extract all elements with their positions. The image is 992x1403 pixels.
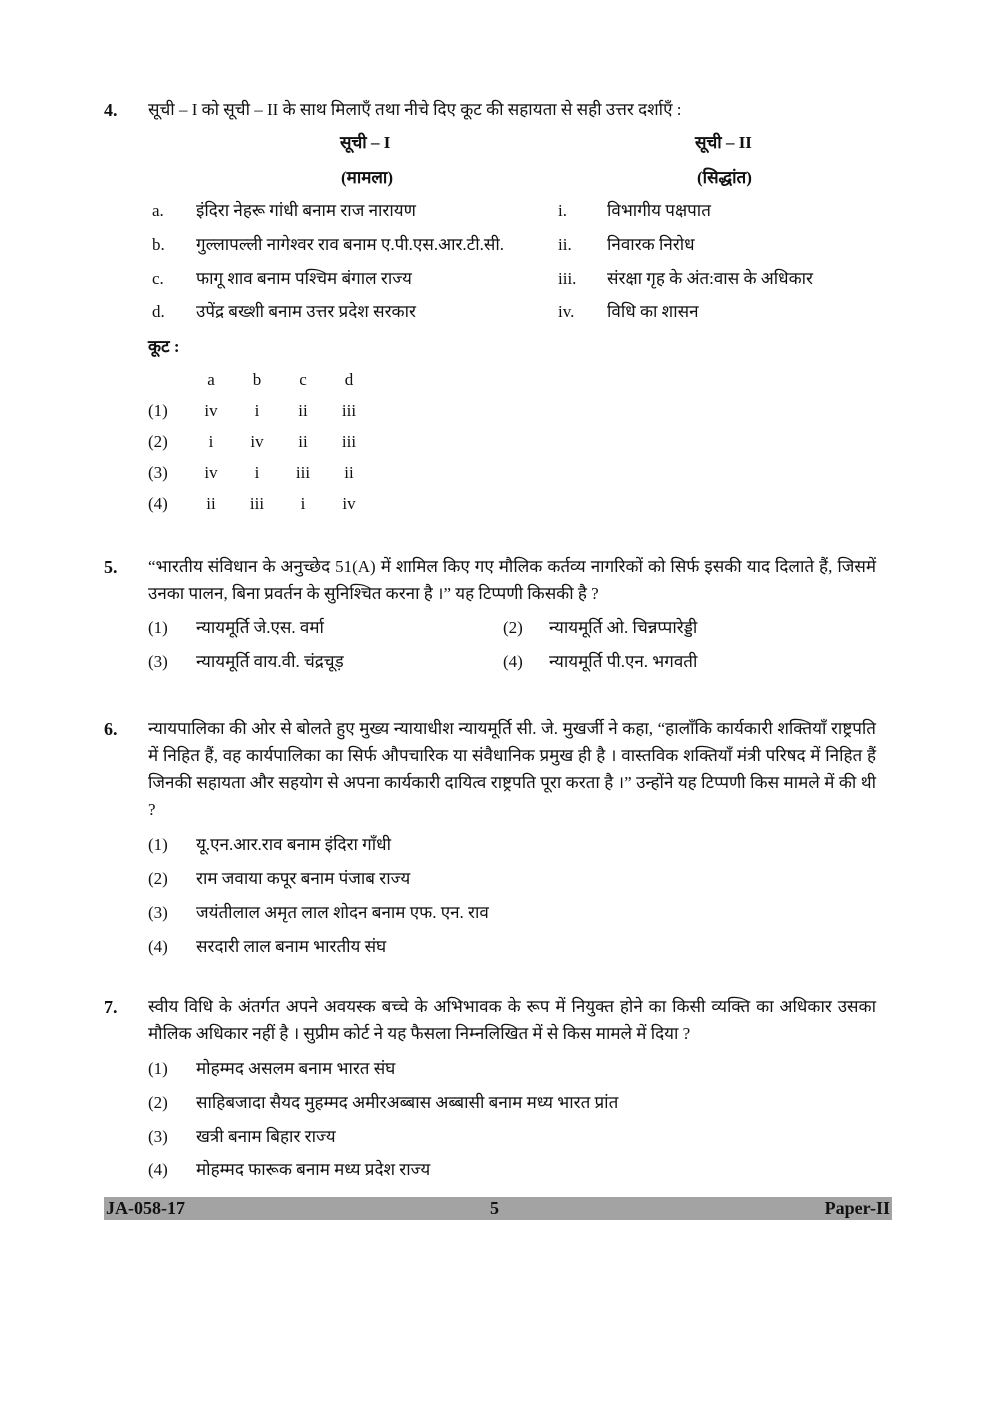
question-number: 6. — [104, 719, 118, 739]
option-label: (2) — [148, 869, 168, 888]
list2-label: i. — [558, 201, 567, 220]
list2-title: सूची – II — [695, 133, 752, 152]
list1-subtitle: (मामला) — [341, 168, 393, 187]
option-text[interactable]: जयंतीलाल अमृत लाल शोदन बनाम एफ. एन. राव — [196, 903, 489, 922]
codes-cell: ii — [298, 401, 308, 420]
codes-cell: i — [300, 494, 306, 513]
question-number: 7. — [104, 997, 118, 1017]
option-text[interactable]: न्यायमूर्ति जे.एस. वर्मा — [196, 618, 324, 637]
option-text[interactable]: न्यायमूर्ति पी.एन. भगवती — [549, 652, 698, 671]
codes-cell: i — [208, 432, 214, 451]
list1-item: फागू शाव बनाम पश्चिम बंगाल राज्य — [196, 269, 412, 288]
option-label: (4) — [503, 652, 523, 671]
option-label: (1) — [148, 1059, 168, 1078]
list1-item: गुल्लापल्ली नागेश्वर राव बनाम ए.पी.एस.आर.टी.सी. — [196, 235, 505, 254]
codes-cell: iii — [295, 463, 311, 482]
list2-item: विधि का शासन — [607, 302, 699, 321]
list1-item: इंदिरा नेहरू गांधी बनाम राज नारायण — [196, 201, 416, 220]
page-number: 5 — [490, 1198, 499, 1218]
codes-row-label[interactable]: (2) — [148, 432, 168, 451]
option-label: (3) — [148, 903, 168, 922]
codes-cell: iv — [342, 494, 356, 513]
question-text: “भारतीय संविधान के अनुच्छेद 51(A) में शामिल किए गए मौलिक कर्तव्य नागरिकों को सिर्फ इसकी याद दिलाते हैं, जिसमें उनका पालन, बिना प्रवर्तन के सुनिश्चित करना है ।” यह टिप्पणी किसकी है ? — [148, 557, 876, 603]
option-text[interactable]: खत्री बनाम बिहार राज्य — [196, 1127, 336, 1146]
codes-row-label[interactable]: (1) — [148, 401, 168, 420]
codes-label: कूट : — [148, 337, 180, 356]
option-text[interactable]: न्यायमूर्ति ओ. चिन्नप्पारेड्डी — [549, 618, 698, 637]
option-label: (2) — [148, 1093, 168, 1112]
option-label: (2) — [503, 618, 523, 637]
list2-item: संरक्षा गृह के अंत:वास के अधिकार — [607, 269, 814, 288]
list2-label: iii. — [558, 269, 577, 288]
list1-label: d. — [152, 302, 165, 321]
option-text[interactable]: मोहम्मद असलम बनाम भारत संघ — [196, 1059, 396, 1078]
list1-title: सूची – I — [340, 133, 391, 152]
option-label: (4) — [148, 937, 168, 956]
codes-cell: iii — [341, 432, 357, 451]
codes-cell: iii — [341, 401, 357, 420]
codes-header: d — [344, 370, 354, 389]
codes-cell: iv — [250, 432, 264, 451]
paper-code: JA-058-17 — [106, 1198, 185, 1218]
option-text[interactable]: सरदारी लाल बनाम भारतीय संघ — [196, 937, 387, 956]
option-label: (1) — [148, 618, 168, 637]
codes-cell: iii — [249, 494, 265, 513]
option-label: (3) — [148, 652, 168, 671]
option-label: (3) — [148, 1127, 168, 1146]
list2-item: निवारक निरोध — [607, 235, 695, 254]
option-text[interactable]: न्यायमूर्ति वाय.वी. चंद्रचूड़ — [196, 652, 344, 671]
list2-label: iv. — [558, 302, 575, 321]
codes-header: b — [252, 370, 262, 389]
list1-label: c. — [152, 269, 164, 288]
codes-cell: iv — [204, 401, 218, 420]
option-label: (1) — [148, 835, 168, 854]
list2-item: विभागीय पक्षपात — [607, 201, 711, 220]
question-number: 5. — [104, 557, 118, 577]
list2-subtitle: (सिद्धांत) — [697, 168, 752, 187]
codes-cell: ii — [206, 494, 216, 513]
codes-cell: i — [254, 401, 260, 420]
option-label: (4) — [148, 1160, 168, 1179]
option-text[interactable]: साहिबजादा सैयद मुहम्मद अमीरअब्बास अब्बासी बनाम मध्य भारत प्रांत — [196, 1093, 619, 1112]
question-text: स्वीय विधि के अंतर्गत अपने अवयस्क बच्चे के अभिभावक के रूप में नियुक्त होने का किसी व्यक्ति का अधिकार उसका मौलिक अधिकार नहीं है । सुप्रीम कोर्ट ने यह फैसला निम्नलिखित में से किस मामले में दिया ? — [148, 997, 876, 1043]
list1-label: b. — [152, 235, 165, 254]
codes-cell: i — [254, 463, 260, 482]
codes-cell: ii — [298, 432, 308, 451]
page-footer — [104, 1197, 892, 1220]
option-text[interactable]: यू.एन.आर.राव बनाम इंदिरा गाँधी — [196, 835, 392, 854]
codes-row-label[interactable]: (3) — [148, 463, 168, 482]
codes-row-label[interactable]: (4) — [148, 494, 168, 513]
question-text: न्यायपालिका की ओर से बोलते हुए मुख्य न्यायाधीश न्यायमूर्ति सी. जे. मुखर्जी ने कहा, “हालाँकि कार्यकारी शक्तियाँ राष्ट्रपति में निहित हैं, वह कार्यपालिका का सिर्फ औपचारिक या संवैधानिक प्रमुख ही है । वास्तविक शक्तियाँ मंत्री परिषद में निहित हैं जिनकी सहायता और सहयोग से अपना कार्यकारी दायित्व राष्ट्रपति पूरा करता है ।” उन्होंने यह टिप्पणी किस मामले में की थी ? — [148, 719, 876, 819]
question-text: सूची – I को सूची – II के साथ मिलाएँ तथा नीचे दिए कूट की सहायता से सही उत्तर दर्शाएँ : — [148, 100, 682, 119]
codes-cell: ii — [344, 463, 354, 482]
paper-label: Paper-II — [824, 1198, 890, 1218]
list1-label: a. — [152, 201, 164, 220]
option-text[interactable]: राम जवाया कपूर बनाम पंजाब राज्य — [196, 869, 411, 888]
list2-label: ii. — [558, 235, 572, 254]
list1-item: उपेंद्र बख्शी बनाम उत्तर प्रदेश सरकार — [196, 302, 416, 321]
codes-header: c — [299, 370, 307, 389]
question-number: 4. — [104, 100, 118, 120]
option-text[interactable]: मोहम्मद फारूक बनाम मध्य प्रदेश राज्य — [196, 1160, 431, 1179]
codes-header: a — [207, 370, 215, 389]
codes-cell: iv — [204, 463, 218, 482]
